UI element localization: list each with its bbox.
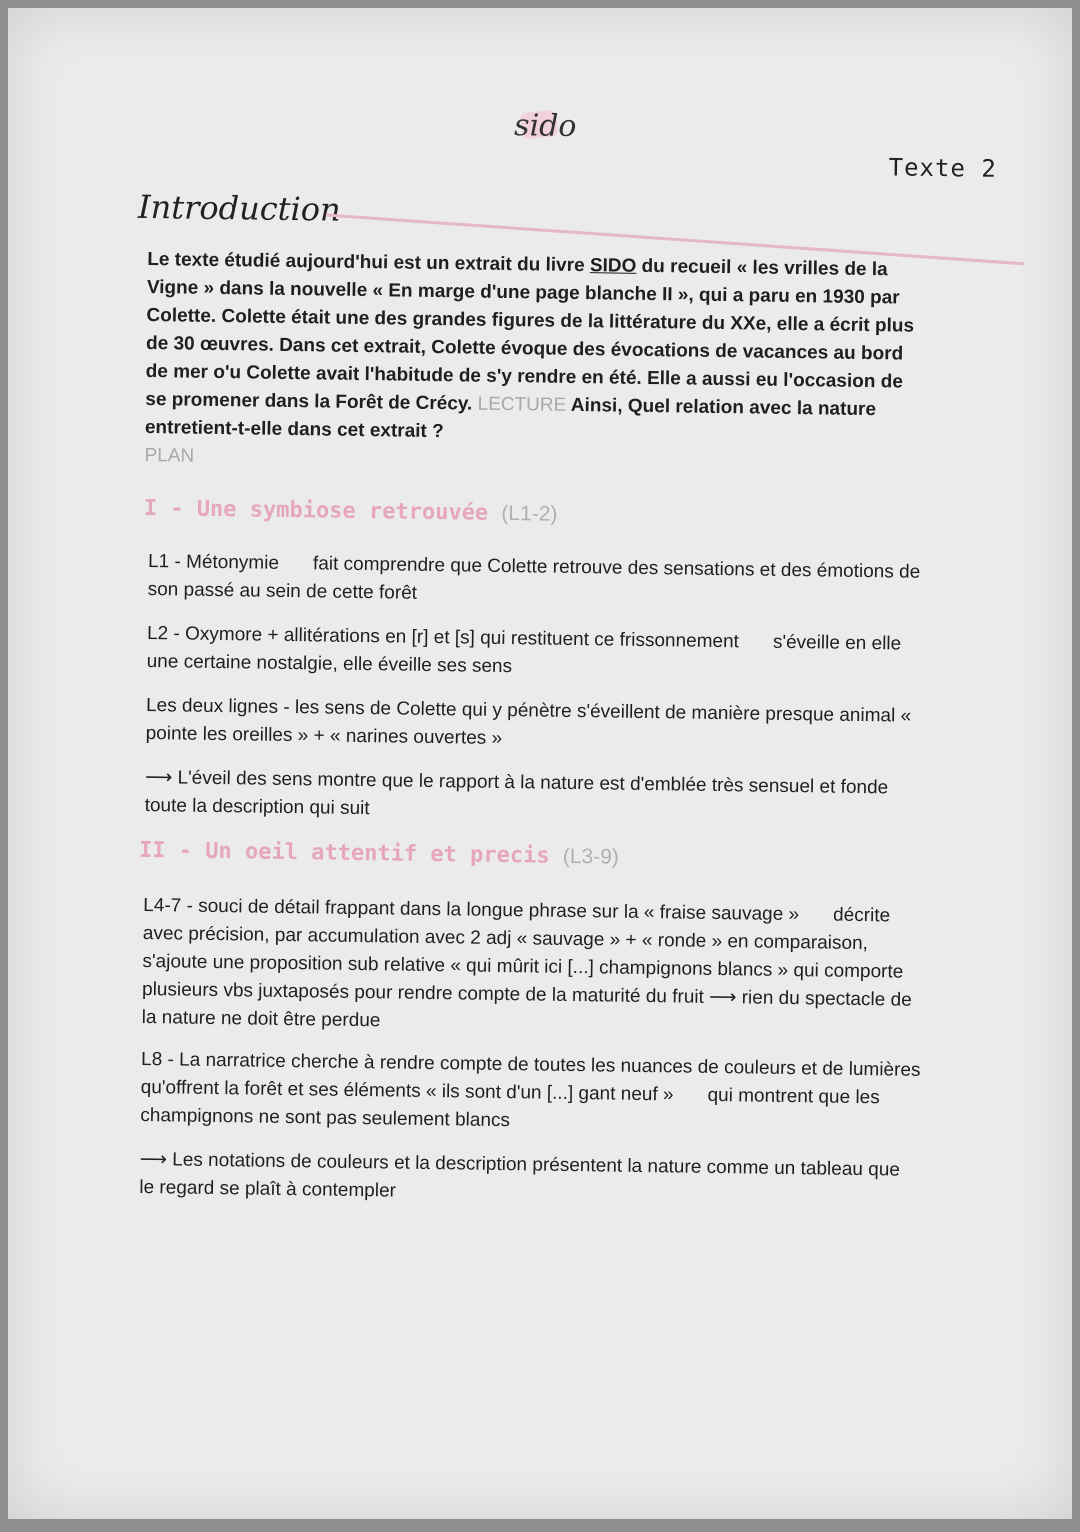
l47-tail: décrite avec précision, par accumulation avec 2 adj « sauvage » + « ronde » en comparaison, s'ajoute une proposition sub relative « qui mûrit ici [...] champignons blancs » qui comporte plusieurs vbs juxtaposés pour rendre compte de la maturité du fruit ⟶ rien du spectacle de la nature ne doit être perdue (141, 904, 912, 1032)
l8-text: L8 - La narratrice cherche à rendre compte de toutes les nuances de couleurs et de lumières qu'offrent la forêt et ses éléments « ils sont d'un [...] gant neuf » (140, 1048, 921, 1106)
l1-label: L1 - Métonymie (147, 551, 280, 574)
page-content (0, 6, 1075, 1532)
intro-text-1: Le texte étudié aujourd'hui est un extrait du livre (147, 248, 591, 277)
l2-tail: s'éveille en elle une certaine nostalgie, elle éveille ses sens (146, 631, 902, 678)
l2-text: L2 - Oxymore + allitérations en [r] et [s] qui restituent ce frissonnement (146, 623, 740, 653)
section-2-l8 (140, 1046, 921, 1141)
text-label: Texte 2 (888, 153, 997, 183)
section-2-heading (139, 838, 619, 870)
section-1-both-lines: Les deux lignes - les sens de Colette qui y pénètre s'éveillent de manière presque animal « pointe les oreilles » + « narines ouvertes » (145, 695, 912, 749)
l1-text: fait comprendre que Colette retrouve des sensations et des émotions de son passé au sein de cette forêt (147, 553, 921, 604)
section-1-title: I - Une symbiose retrouvée (143, 495, 489, 526)
intro-text-2: du recueil « les vrilles de la Vigne » dans la nouvelle « En marge d'une page blanche II », qui a paru en 1930 par Colette. Colette était une des grandes figures de la littérature du XXe, elle a écrit plus de 30 œuvres. Dans cet extrait, Colette évoque des évocations de vacances au bord de mer o'u Colette avait l'habitude de s'y rendre en été. Elle a aussi eu l'occasion de se promener dans la Forêt de Crécy. (145, 255, 915, 415)
document-page (8, 8, 1072, 1519)
page-title: sido (513, 108, 577, 144)
section-2-conclusion: ⟶ Les notations de couleurs et la description présentent la nature comme un tableau que le regard se plaît à contempler (139, 1148, 901, 1202)
plan-marker: PLAN (144, 444, 195, 467)
section-1-conclusion: ⟶ L'éveil des sens montre que le rapport à la nature est d'emblée très sensuel et fonde toute la description qui suit (144, 767, 889, 820)
section-2-title: II - Un oeil attentif et precis (138, 837, 550, 869)
section-1-l1 (147, 548, 928, 615)
section-1-heading (144, 496, 558, 527)
intro-heading: Introduction (137, 187, 341, 229)
l8-tail: qui montrent que les champignons ne sont pas seulement blancs (140, 1084, 880, 1132)
intro-paragraph (144, 246, 927, 481)
lecture-marker: LECTURE (477, 393, 567, 416)
section-2-lines: (L3-9) (562, 844, 620, 869)
book-title: SIDO (589, 255, 637, 277)
section-1-lines: (L1-2) (501, 501, 558, 526)
intro-question: Ainsi, Quel relation avec la nature entretient-t-elle dans cet extrait ? (144, 394, 877, 443)
section-1-l2 (146, 620, 927, 687)
section-2-l47 (141, 892, 923, 1043)
l47-text: L4-7 - souci de détail frappant dans la longue phrase sur la « fraise sauvage » (143, 895, 800, 926)
